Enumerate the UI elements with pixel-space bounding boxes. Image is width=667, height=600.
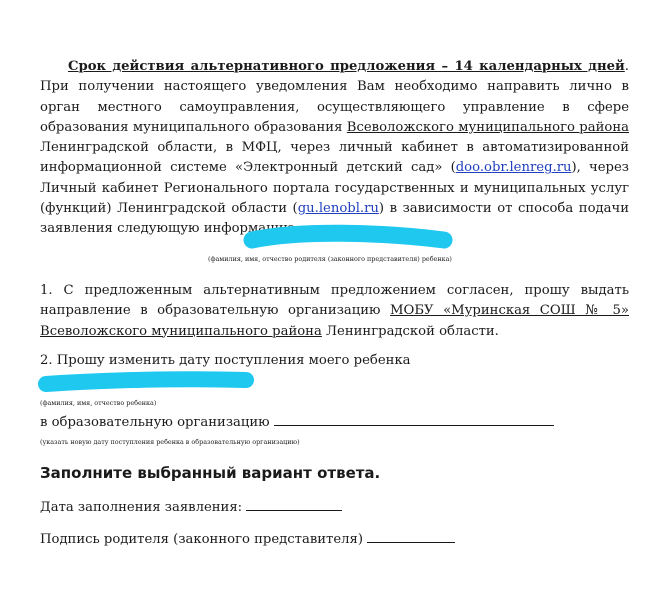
child-name-field	[40, 372, 44, 390]
parent-name-caption: (фамилия, имя, отчество родителя (законного представителя) ребенка)	[208, 255, 452, 263]
school-name: МОБУ «Муринская СОШ № 5»	[390, 303, 629, 319]
option1-paragraph	[40, 281, 629, 342]
signature-blank[interactable]	[367, 530, 455, 543]
intro-text-4: ) в зависимости от способа подачи заявления следующую информацию:	[40, 201, 629, 237]
date-blank[interactable]	[246, 498, 342, 511]
org-caption: (указать новую дату поступления ребенка в образовательную организацию)	[40, 438, 300, 446]
parent-name-field	[256, 230, 260, 248]
intro-paragraph	[40, 57, 629, 240]
signature-line	[40, 530, 455, 549]
org-line	[40, 413, 554, 432]
doo-link[interactable]: doo.obr.lenreg.ru	[455, 160, 572, 176]
child-name-caption: (фамилия, имя, отчество ребенка)	[40, 399, 157, 407]
signature-label: Подпись родителя (законного представителя)	[40, 532, 363, 547]
intro-text: . При получении настоящего уведомления Вам необходимо направить лично в орган местного самоуправления, осуществляющего управление в сфере образования муниципального образования	[40, 59, 629, 135]
gu-link[interactable]: gu.lenobl.ru	[297, 201, 379, 217]
child-name-redaction	[34, 368, 260, 398]
option1-text: 1. С предложенным альтернативным предложением согласен, прошу выдать направление в образовательную организацию	[40, 283, 629, 319]
date-line	[40, 498, 342, 517]
date-label: Дата заполнения заявления:	[40, 500, 243, 515]
intro-text-2: Ленинградской области, в МФЦ, через личный кабинет в автоматизированной информационной системе «Электронный детский сад» (	[40, 140, 629, 176]
option1-district: Всеволожского муниципального района	[40, 323, 322, 339]
option2-line: 2. Прошу изменить дату поступления моего ребенка	[40, 353, 411, 368]
intro-text-3: ), через Личный кабинет Регионального портала государственных и муниципальных услуг (функций) Ленинградской области (	[40, 160, 629, 217]
option1-text-end: Ленинградской области.	[321, 323, 499, 339]
org-label: в образовательную организацию	[40, 415, 270, 430]
org-blank[interactable]	[274, 413, 554, 426]
fill-heading: Заполните выбранный вариант ответа.	[40, 464, 381, 482]
term-heading: Срок действия альтернативного предложения – 14 календарных дней	[68, 59, 625, 74]
district-name: Всеволожского муниципального района	[346, 119, 629, 135]
